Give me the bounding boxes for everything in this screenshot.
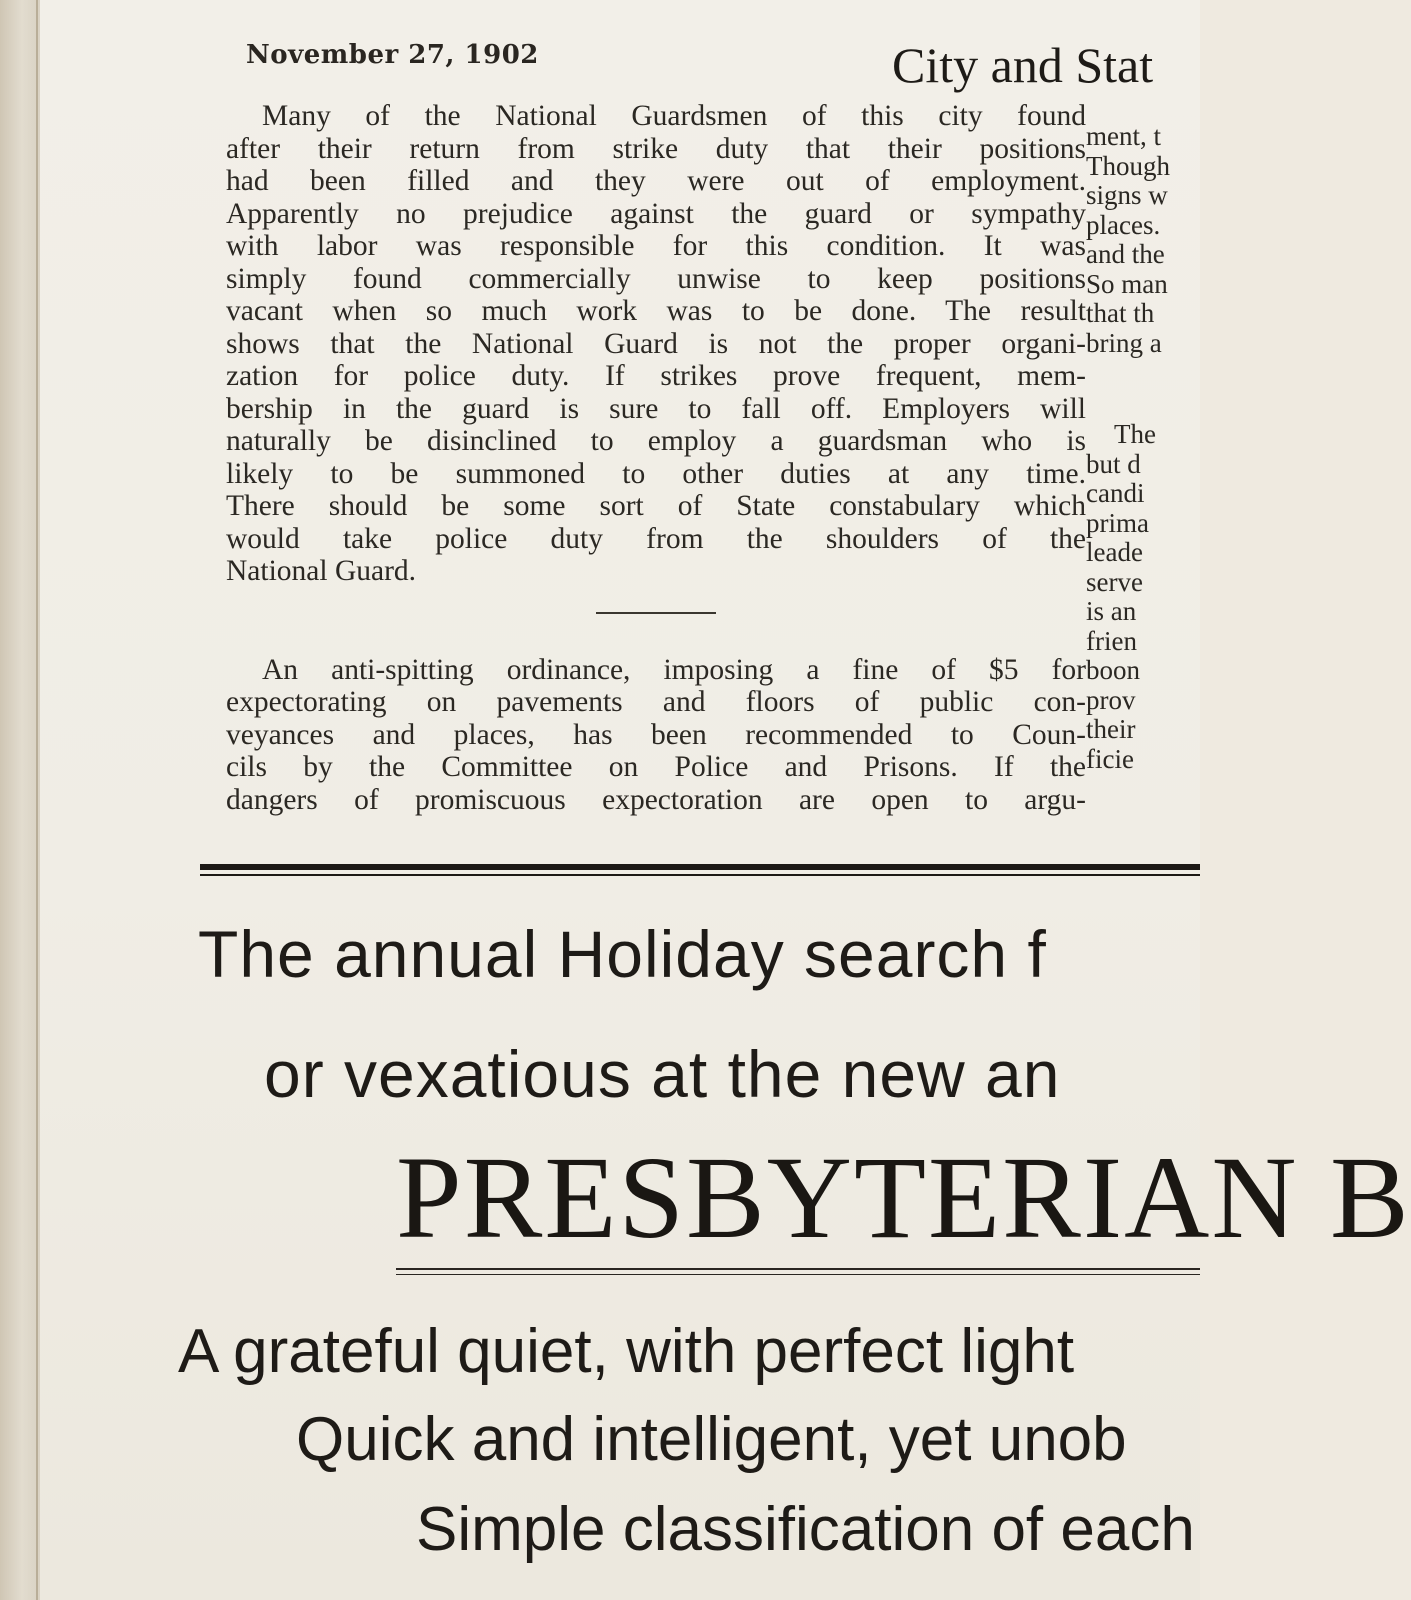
right-column-line: and the <box>1086 239 1165 269</box>
ad-feature-line: Quick and intelligent, yet unob <box>296 1405 1127 1474</box>
ad-brand-underline <box>396 1274 1200 1275</box>
section-divider <box>596 612 716 614</box>
right-column-line: signs w <box>1086 180 1168 210</box>
right-column-line: that th <box>1086 298 1155 328</box>
right-column-line: bring a <box>1086 327 1162 358</box>
right-column-line: candi <box>1086 478 1145 508</box>
magazine-page <box>40 0 1411 1600</box>
right-column-line: The <box>1114 419 1156 449</box>
article-line: An anti-spitting ordinance, imposing a fine of $5 for <box>262 653 1086 686</box>
article-anti-spitting <box>226 654 1086 817</box>
ad-brand-underline <box>396 1268 1200 1270</box>
article-line: with labor was responsible for this condition. It was <box>226 230 1086 262</box>
article-line: bership in the guard is sure to fall off. Employers will <box>226 392 1086 425</box>
article-line: likely to be summoned to other duties at any time. <box>226 457 1086 490</box>
article-line: Many of the National Guardsmen of this city found <box>262 100 1086 132</box>
article-line: vacant when so much work was to be done. The result <box>226 295 1086 327</box>
right-column-line: serve <box>1086 566 1143 597</box>
article-line: veyances and places, has been recommended to Coun- <box>226 718 1086 751</box>
right-column-line: places. <box>1086 209 1161 240</box>
ad-headline-line: or vexatious at the new an <box>264 1037 1061 1111</box>
section-title: City and Stat <box>892 37 1154 93</box>
article-line: expectorating on pavements and floors of public con- <box>226 686 1086 718</box>
article-line: Apparently no prejudice against the guard or sympathy <box>226 197 1086 230</box>
article-line: zation for police duty. If strikes prove frequent, mem- <box>226 360 1086 392</box>
article-national-guard <box>226 100 1086 588</box>
advertisement-border-thin <box>200 874 1200 876</box>
article-line: National Guard. <box>226 555 417 587</box>
right-column-line: their <box>1086 714 1136 744</box>
ad-feature-line: Simple classification of each <box>416 1495 1195 1564</box>
left-page-edge <box>36 0 38 1600</box>
advertisement-border-thick <box>200 864 1200 870</box>
right-column-line: boon <box>1086 655 1140 685</box>
right-column-line: but d <box>1086 448 1141 479</box>
article-line: naturally be disinclined to employ a guardsman who is <box>226 425 1086 457</box>
right-column-line: prima <box>1086 507 1149 538</box>
right-column-line: ment, t <box>1086 121 1161 151</box>
right-column-line: prov <box>1086 684 1136 715</box>
main-column <box>226 100 1086 816</box>
right-column-line: ficie <box>1086 743 1134 774</box>
right-column-line: Though <box>1086 150 1170 181</box>
article-line: There should be some sort of State constabulary which <box>226 490 1086 522</box>
article-line: had been filled and they were out of employment. <box>226 165 1086 197</box>
article-line: dangers of promiscuous expectoration are open to argu- <box>226 783 1086 816</box>
issue-date: November 27, 1902 <box>246 40 539 70</box>
right-column-line: leade <box>1086 537 1143 567</box>
article-line: cils by the Committee on Police and Prisons. If the <box>226 751 1086 783</box>
right-column-line: is an <box>1086 596 1137 626</box>
article-line: simply found commercially unwise to keep positions <box>226 262 1086 295</box>
paragraph-gap <box>1086 389 1216 420</box>
paragraph-gap <box>1086 358 1216 389</box>
article-line: shows that the National Guard is not the proper organi- <box>226 327 1086 360</box>
ad-brand-name: PRESBYTERIAN B <box>396 1132 1411 1263</box>
right-column-line: So man <box>1086 268 1168 299</box>
right-column-cropped <box>1086 122 1216 774</box>
ad-headline-line: The annual Holiday search f <box>198 917 1047 991</box>
right-column-line: frien <box>1086 625 1137 656</box>
article-line: after their return from strike duty that their positions <box>226 132 1086 165</box>
book-gutter <box>0 0 40 1600</box>
article-line: would take police duty from the shoulders of the <box>226 522 1086 555</box>
ad-feature-line: A grateful quiet, with perfect light <box>178 1317 1075 1386</box>
